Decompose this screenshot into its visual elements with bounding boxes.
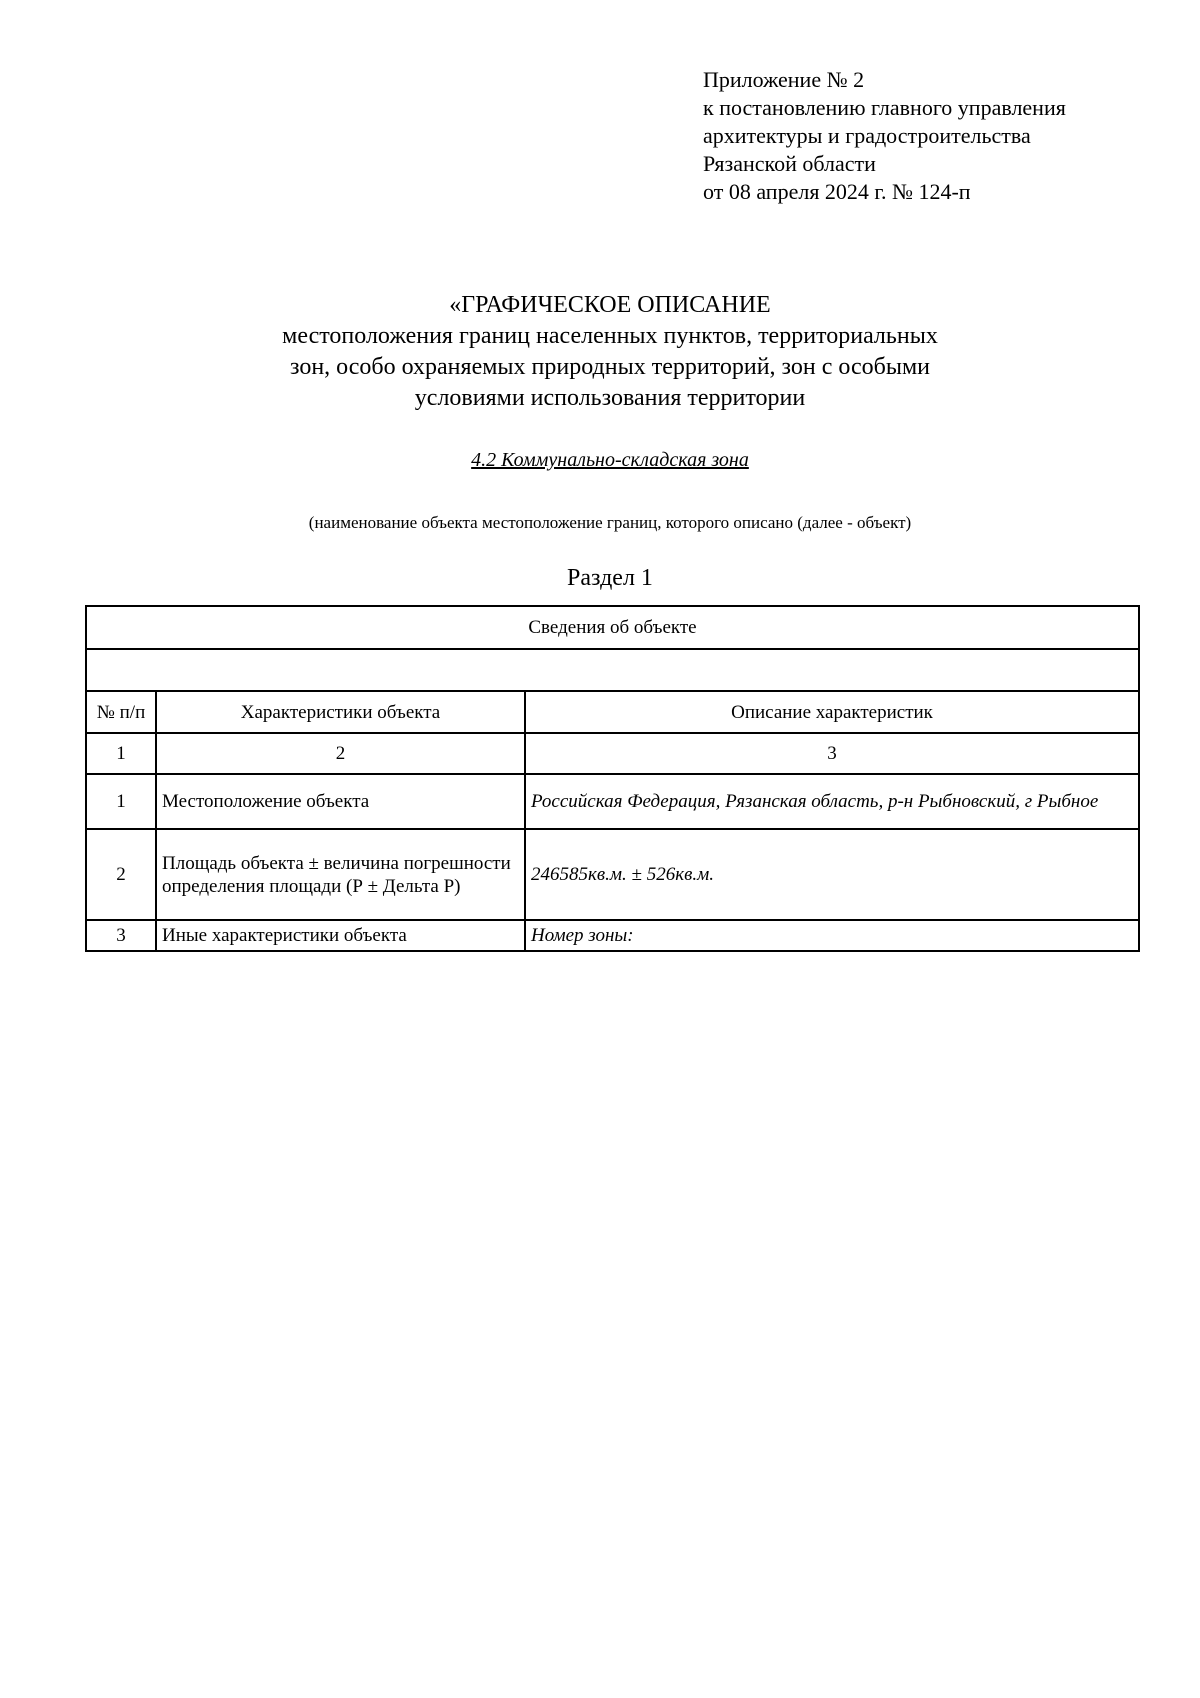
appendix-line: от 08 апреля 2024 г. № 124-п	[703, 179, 971, 204]
row-characteristic: Местоположение объекта	[156, 774, 525, 829]
header-characteristic: Характеристики объекта	[156, 691, 525, 733]
table-column-numbers-row	[86, 733, 1139, 774]
row-num: 3	[86, 920, 156, 951]
object-note: (наименование объекта местоположение границ, которого описано (далее - объект)	[308, 513, 912, 532]
document-title	[0, 290, 1200, 414]
row-description: Российская Федерация, Рязанская область, р-н Рыбновский, г Рыбное	[525, 774, 1139, 829]
object-name-text: 4.2 Коммунально-складская зона	[471, 449, 749, 471]
empty-cell	[86, 649, 1139, 691]
row-characteristic: Иные характеристики объекта	[156, 920, 525, 951]
table-header-row	[86, 691, 1139, 733]
header-num: № п/п	[86, 691, 156, 733]
row-characteristic: Площадь объекта ± величина погрешности определения площади (Р ± Дельта Р)	[156, 829, 525, 920]
title-line: «ГРАФИЧЕСКОЕ ОПИСАНИЕ	[449, 292, 771, 318]
object-name	[0, 449, 1200, 472]
section-title: Раздел 1	[567, 565, 653, 591]
object-info-table	[85, 605, 1140, 952]
appendix-header	[703, 66, 1066, 206]
table-caption-row	[86, 606, 1139, 649]
row-num: 2	[86, 829, 156, 920]
table-empty-row	[86, 649, 1139, 691]
row-description: 246585кв.м. ± 526кв.м.	[525, 829, 1139, 920]
appendix-line: Рязанской области	[703, 151, 876, 176]
column-number: 3	[525, 733, 1139, 774]
column-number: 1	[86, 733, 156, 774]
table-row	[86, 829, 1139, 920]
table-row	[86, 774, 1139, 829]
table-row	[86, 920, 1139, 951]
appendix-line: архитектуры и градостроительства	[703, 123, 1031, 148]
title-line: условиями использования территории	[414, 385, 806, 411]
row-description: Номер зоны:	[525, 920, 1139, 951]
header-description: Описание характеристик	[525, 691, 1139, 733]
title-line: зон, особо охраняемых природных территорий, зон с особыми	[289, 354, 931, 380]
column-number: 2	[156, 733, 525, 774]
table-caption: Сведения об объекте	[86, 606, 1139, 649]
appendix-line: к постановлению главного управления	[703, 95, 1066, 120]
row-num: 1	[86, 774, 156, 829]
appendix-line: Приложение № 2	[703, 67, 865, 92]
title-line: местоположения границ населенных пунктов, территориальных	[282, 323, 938, 349]
